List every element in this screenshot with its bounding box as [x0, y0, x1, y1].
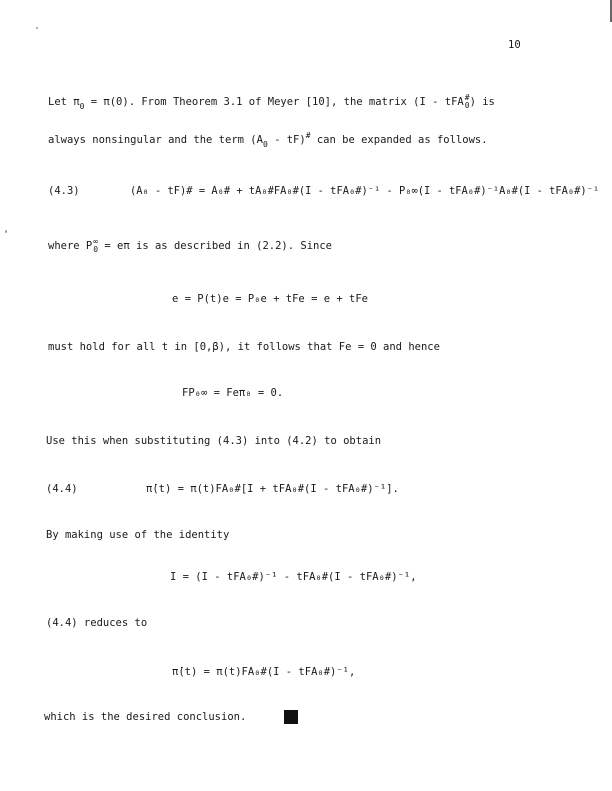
equation-fp: FP₀∞ = Feπ₀ = 0. — [182, 387, 284, 399]
page-number: 10 — [508, 39, 521, 51]
paragraph-line-conclusion: which is the desired conclusion. — [44, 711, 247, 723]
scan-speck — [5, 230, 7, 233]
equation-final: π̇(t) = π(t)FA₀#(I - tFA₀#)⁻¹, — [172, 666, 356, 678]
equation-identity: I = (I - tFA₀#)⁻¹ - tFA₀#(I - tFA₀#)⁻¹, — [170, 571, 417, 583]
equation-label-4-3: (4.3) — [48, 185, 80, 197]
qed-box — [284, 710, 298, 724]
paragraph-line-use-this: Use this when substituting (4.3) into (4.2) to obtain — [46, 435, 382, 447]
paragraph-line-where: where P ∞ 0 = eπ is as described in (2.2). Since — [48, 237, 332, 254]
paragraph-line-let: Let $\pi_0 = \pi(0)$. From Theorem 3.1 of Meyer [10], the matrix (I - tFA # 0 ) is — [48, 93, 495, 111]
paragraph-line-must-hold: must hold for all t in [0,β), it follows that Fe = 0 and hence — [48, 341, 440, 353]
scan-speck — [36, 27, 38, 29]
paragraph-line-reduces: (4.4) reduces to — [46, 617, 148, 629]
paragraph-line-by-making: By making use of the identity — [46, 529, 230, 541]
equation-e: e = P(t)e = P₀e + tFe = e + tFe — [172, 293, 368, 305]
equation-4-3: (A₀ - tF)# = A₀# + tA₀#FA₀#(I - tFA₀#)⁻¹ - P₀∞(I - tFA₀#)⁻¹A₀#(I - tFA₀#)⁻¹ — [130, 185, 600, 197]
equation-4-4: π̇(t) = π(t)FA₀#[I + tFA₀#(I - tFA₀#)⁻¹]. — [146, 483, 399, 495]
equation-label-4-4: (4.4) — [46, 483, 78, 495]
paragraph-line-always: always nonsingular and the term $(A_0 - tF)^{\#}$ can be expanded as follows. — [48, 131, 488, 149]
